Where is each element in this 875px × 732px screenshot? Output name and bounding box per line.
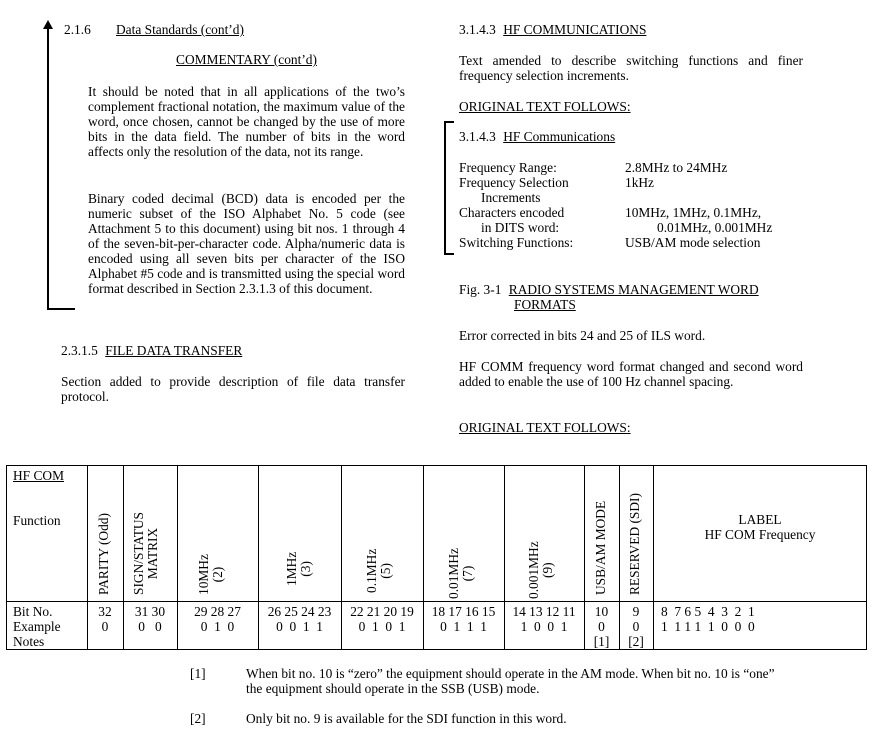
header-10mhz: 10MHz (2) — [196, 554, 225, 595]
notes-reserved-sdi: [2] — [628, 634, 644, 649]
amendment-paragraph: Text amended to describe switching functions and finer frequency selection increments. — [459, 53, 803, 83]
footnote-mark: [2] — [190, 711, 206, 726]
section-title: FILE DATA TRANSFER — [105, 343, 243, 358]
bits-sign-status: 31 30 — [134, 604, 166, 619]
change-bar-left-foot — [47, 308, 75, 310]
section-number: 3.1.4.3 — [459, 22, 496, 37]
row-label-notes: Notes — [13, 634, 45, 649]
figure-number: Fig. 3-1 — [459, 282, 502, 297]
section-title: Data Standards (cont’d) — [116, 22, 244, 37]
change-bar-right-foot — [444, 253, 454, 255]
example-usb-am: 0 — [598, 619, 605, 634]
bits-label: 8 7 6 5 4 3 2 1 — [661, 604, 755, 619]
table-title: HF COM — [13, 468, 64, 483]
error-correction-paragraph: Error corrected in bits 24 and 25 of ILS word. — [459, 328, 706, 343]
subsection-heading — [459, 129, 615, 144]
commentary-paragraph-1: It should be noted that in all applications of the two’s complement fractional notation, the maximum value of the word, once chosen, cannot be changed by the use of more bits in the data field. The number of bits in the word affects only the resolution of the data, not its range. — [88, 84, 405, 159]
commentary-paragraph-2: Binary coded decimal (BCD) data is encoded per the numeric subset of the ISO Alphabet No. 5 code (see Attachment 5 to this document) using bit nos. 1 through 4 of the seven-bit-per-character code. Alpha/numeric data is encoded using all seven bits per character of the ISO Alphabet #5 code and is transmitted using the special word format described in Section 2.3.1.3 of this document. — [88, 191, 405, 296]
example-parity: 0 — [101, 619, 109, 634]
word-format-table — [6, 465, 867, 650]
section-number: 2.3.1.5 — [61, 343, 98, 358]
change-bar-right — [444, 121, 446, 255]
header-usb-am-mode: USB/AM MODE — [593, 500, 608, 595]
bits-usb-am: 10 — [594, 604, 609, 619]
example-0-001mhz: 1 0 0 1 — [520, 619, 568, 634]
header-sign-status: SIGN/STATUS MATRIX — [131, 511, 160, 595]
col-divider — [653, 466, 654, 649]
figure-title-cont: FORMATS — [514, 297, 576, 312]
example-1mhz: 0 0 1 1 — [276, 619, 323, 634]
section-title: HF COMMUNICATIONS — [503, 22, 647, 37]
change-bar-left — [47, 28, 49, 310]
row-label-bit-no: Bit No. — [13, 604, 53, 619]
section-heading-2-1-6 — [64, 22, 244, 37]
function-label: Function — [13, 513, 61, 528]
header-0-01mhz: 0.01MHz (7) — [446, 548, 475, 599]
example-reserved-sdi: 0 — [632, 619, 640, 634]
example-sign-status: 0 0 — [138, 619, 162, 634]
bits-0-01mhz: 18 17 16 15 — [431, 604, 496, 619]
label-title: LABEL — [738, 512, 782, 527]
figure-title: RADIO SYSTEMS MANAGEMENT WORD — [508, 282, 759, 297]
bits-0-1mhz: 22 21 20 19 — [350, 604, 414, 619]
example-10mhz: 0 1 0 — [200, 619, 235, 634]
commentary-heading: COMMENTARY (cont’d) — [176, 52, 317, 67]
section-heading-3-1-4-3 — [459, 22, 646, 37]
example-0-1mhz: 0 1 0 1 — [358, 619, 406, 634]
header-reserved-sdi: RESERVED (SDI) — [627, 493, 642, 595]
example-0-01mhz: 0 1 1 1 — [440, 619, 487, 634]
section-heading-2-3-1-5 — [61, 343, 242, 358]
header-0-001mhz: 0.001MHz (9) — [526, 541, 555, 599]
bits-reserved-sdi: 9 — [632, 604, 640, 619]
bits-10mhz: 29 28 27 — [194, 604, 241, 619]
label-subtitle: HF COM Frequency — [704, 527, 816, 542]
example-label: 1 1 1 1 1 0 0 0 — [661, 619, 755, 634]
subsection-title: HF Communications — [503, 129, 616, 144]
notes-usb-am: [1] — [593, 634, 610, 649]
footnote-text: Only bit no. 9 is available for the SDI function in this word. — [246, 711, 567, 726]
header-parity: PARITY (Odd) — [96, 513, 111, 595]
section-number: 2.1.6 — [64, 22, 91, 37]
original-text-heading: ORIGINAL TEXT FOLLOWS: — [459, 99, 631, 114]
bits-1mhz: 26 25 24 23 — [267, 604, 332, 619]
section-paragraph: Section added to provide description of file data transfer protocol. — [61, 374, 405, 404]
footnote-text: When bit no. 10 is “zero” the equipment should operate in the AM mode. When bit no. 10 is “one” the equipment should operate in the SSB (USB) mode. — [246, 666, 775, 696]
hf-comm-paragraph: HF COMM frequency word format changed and second word added to enable the use of 100 Hz channel spacing. — [459, 359, 803, 389]
original-text-heading-2: ORIGINAL TEXT FOLLOWS: — [459, 420, 631, 435]
subsection-number: 3.1.4.3 — [459, 129, 496, 144]
header-0-1mhz: 0.1MHz (5) — [364, 548, 393, 593]
row-label-example: Example — [13, 619, 61, 634]
header-1mhz: 1MHz (3) — [284, 551, 313, 586]
figure-caption — [459, 282, 759, 297]
header-divider — [7, 601, 866, 602]
bits-parity: 32 — [98, 604, 112, 619]
bits-0-001mhz: 14 13 12 11 — [512, 604, 576, 619]
footnote-mark: [1] — [190, 666, 206, 681]
